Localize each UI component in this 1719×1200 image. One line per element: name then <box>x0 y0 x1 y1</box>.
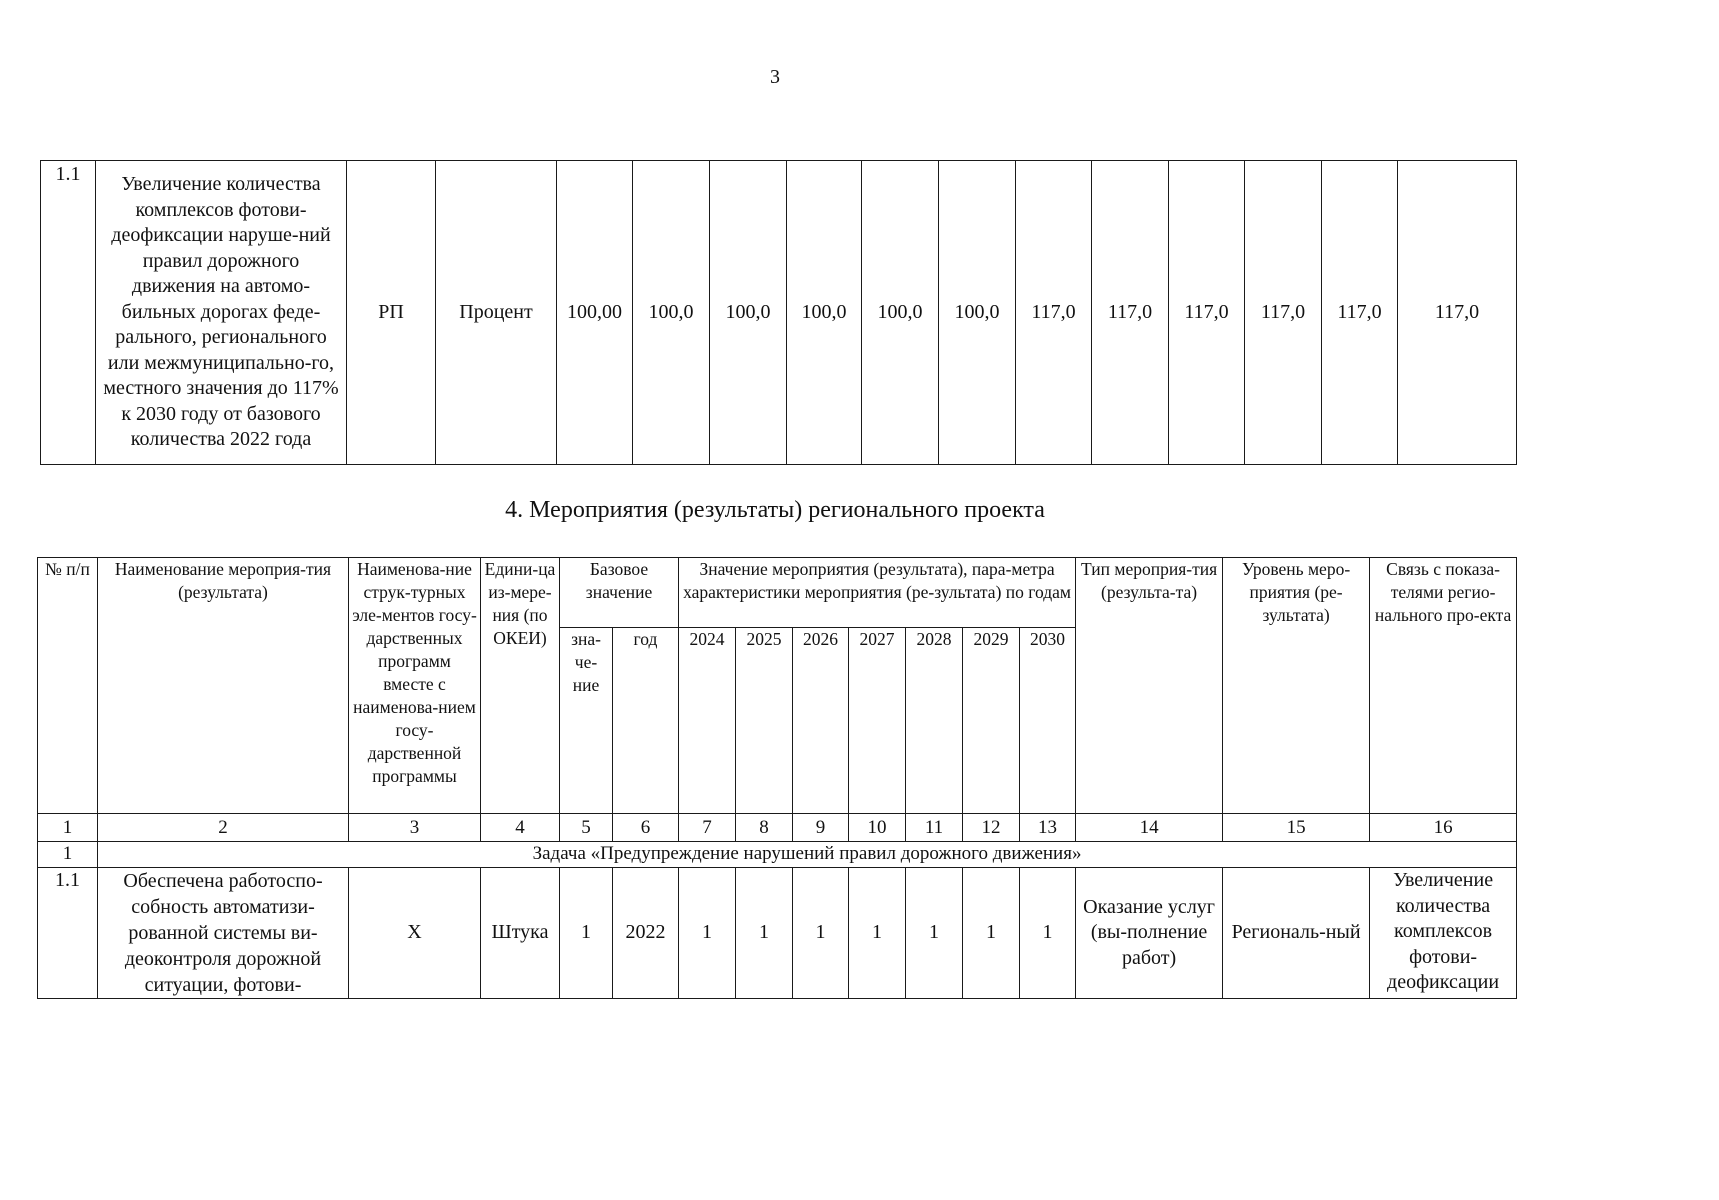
header-base-value: зна-че-ние <box>560 628 613 814</box>
event-link: Увеличение количества комплексов фотови-деофиксации <box>1370 868 1517 999</box>
column-number: 4 <box>481 814 560 842</box>
column-number: 10 <box>849 814 906 842</box>
section-title: 4. Мероприятия (результаты) регионального проекта <box>505 497 1045 523</box>
header-row <box>38 558 1517 628</box>
indicator-value: 117,0 <box>1245 161 1322 465</box>
indicator-value: 100,00 <box>557 161 633 465</box>
header-unit: Едини-ца из-мере-ния (по ОКЕИ) <box>481 558 560 814</box>
column-number: 14 <box>1076 814 1223 842</box>
indicators-table <box>40 160 1517 465</box>
task-number: 1 <box>38 842 98 868</box>
indicator-value: 100,0 <box>862 161 939 465</box>
column-number: 3 <box>349 814 481 842</box>
indicator-value: 100,0 <box>787 161 862 465</box>
header-name: Наименование мероприя-тия (результата) <box>98 558 349 814</box>
header-year: 2029 <box>963 628 1020 814</box>
event-number: 1.1 <box>38 868 98 999</box>
event-type: Оказание услуг (вы-полнение работ) <box>1076 868 1223 999</box>
event-value: 1 <box>736 868 793 999</box>
header-structures: Наименова-ние струк-турных эле-ментов госу-дарственных программ вместе с наименова-нием госу-дарственной программы <box>349 558 481 814</box>
header-year: 2027 <box>849 628 906 814</box>
task-title: Задача «Предупреждение нарушений правил дорожного движения» <box>98 842 1517 868</box>
indicator-row <box>41 161 1517 465</box>
header-year: 2030 <box>1020 628 1076 814</box>
column-number: 7 <box>679 814 736 842</box>
indicator-value: 100,0 <box>710 161 787 465</box>
header-year: 2028 <box>906 628 963 814</box>
event-value: 1 <box>793 868 849 999</box>
event-value: 1 <box>679 868 736 999</box>
event-base-year: 2022 <box>613 868 679 999</box>
column-number: 9 <box>793 814 849 842</box>
column-numbers-row <box>38 814 1517 842</box>
column-number: 5 <box>560 814 613 842</box>
indicator-level: РП <box>347 161 436 465</box>
event-value: 1 <box>849 868 906 999</box>
indicator-value: 117,0 <box>1169 161 1245 465</box>
event-value: 1 <box>963 868 1020 999</box>
header-year: 2024 <box>679 628 736 814</box>
event-value: 1 <box>1020 868 1076 999</box>
header-base: Базовое значение <box>560 558 679 628</box>
column-number: 15 <box>1223 814 1370 842</box>
event-base-value: 1 <box>560 868 613 999</box>
indicator-number: 1.1 <box>41 161 96 465</box>
header-base-year: год <box>613 628 679 814</box>
column-number: 8 <box>736 814 793 842</box>
column-number: 12 <box>963 814 1020 842</box>
event-value: 1 <box>906 868 963 999</box>
header-year: 2026 <box>793 628 849 814</box>
task-row <box>38 842 1517 868</box>
column-number: 2 <box>98 814 349 842</box>
column-number: 11 <box>906 814 963 842</box>
header-num: № п/п <box>38 558 98 814</box>
event-name: Обеспечена работоспо-собность автоматизи-рованной системы ви-деоконтроля дорожной ситуации, фотови- <box>98 868 349 999</box>
indicator-name: Увеличение количества комплексов фотови-деофиксации наруше-ний правил дорожного движения на автомо-бильных дорогах феде-рального, регионального или межмуниципально-го, местного значения до 117% к 2030 году от базового количества 2022 года <box>96 161 347 465</box>
page-number: 3 <box>770 66 780 88</box>
indicator-value: 117,0 <box>1016 161 1092 465</box>
indicator-value: 117,0 <box>1322 161 1398 465</box>
events-table <box>37 557 1517 999</box>
header-values-group: Значение мероприятия (результата), пара-метра характеристики мероприятия (ре-зультата) по годам <box>679 558 1076 628</box>
column-number: 1 <box>38 814 98 842</box>
column-number: 13 <box>1020 814 1076 842</box>
event-row <box>38 868 1517 999</box>
event-unit: Штука <box>481 868 560 999</box>
indicator-value: 117,0 <box>1092 161 1169 465</box>
indicator-value: 100,0 <box>939 161 1016 465</box>
indicator-unit: Процент <box>436 161 557 465</box>
header-year: 2025 <box>736 628 793 814</box>
column-number: 16 <box>1370 814 1517 842</box>
column-number: 6 <box>613 814 679 842</box>
event-structures: Х <box>349 868 481 999</box>
indicator-value: 117,0 <box>1398 161 1517 465</box>
header-type: Тип мероприя-тия (результа-та) <box>1076 558 1223 814</box>
event-level: Региональ-ный <box>1223 868 1370 999</box>
header-link: Связь с показа-телями регио-нального про-екта <box>1370 558 1517 814</box>
header-level: Уровень меро-приятия (ре-зультата) <box>1223 558 1370 814</box>
indicator-value: 100,0 <box>633 161 710 465</box>
